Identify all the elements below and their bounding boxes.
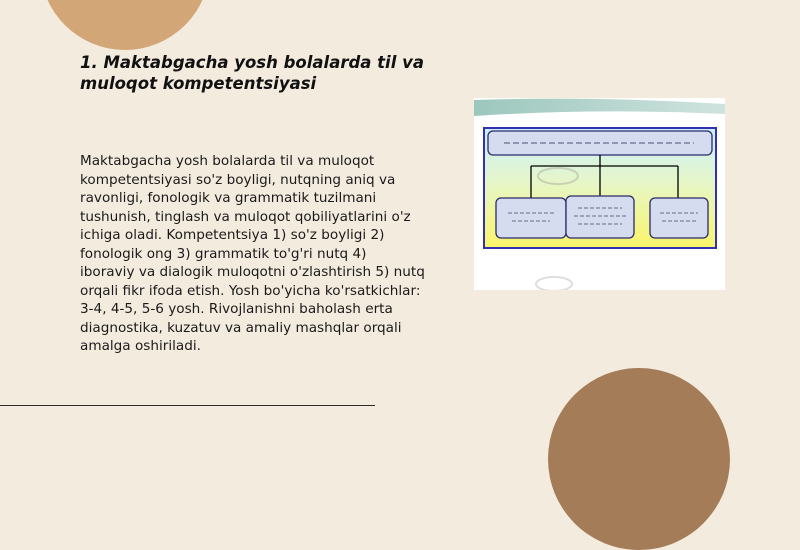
diagram-box-right <box>650 198 708 238</box>
diagram-svg <box>474 98 725 290</box>
decorative-circle-bottom <box>548 368 730 550</box>
diagram-image <box>474 98 725 290</box>
diagram-box-left <box>496 198 566 238</box>
diagram-box-middle <box>566 196 634 238</box>
divider-line <box>0 405 375 406</box>
slide-title: 1. Maktabgacha yosh bolalarda til va muloqot kompetentsiyasi <box>80 53 424 93</box>
slide-body-text: Maktabgacha yosh bolalarda til va muloqot kompetentsiyasi so'z boyligi, nutqning aniq va ravonligi, fonologik va grammatik tuzilmani tushunish, tinglash va muloqot qobiliyatlarini o'z ichiga oladi. Kompetentsiya 1) so'z boyligi 2) fonologik ong 3) grammatik to'g'ri nutq 4) iboraviy va dialogik muloqotni o'zlashtirish 5) nutq orqali fikr ifoda etish. Yosh bo'yicha ko'rsatkichlar: 3-4, 4-5, 5-6 yosh. Rivojlanishni baholash erta diagnostika, kuzatuv va amaliy mashqlar orqali amalga oshiriladi. <box>80 153 425 354</box>
diagram-header-band <box>474 99 725 116</box>
watermark-mark-lower <box>536 277 572 290</box>
decorative-circle-top <box>40 0 210 50</box>
